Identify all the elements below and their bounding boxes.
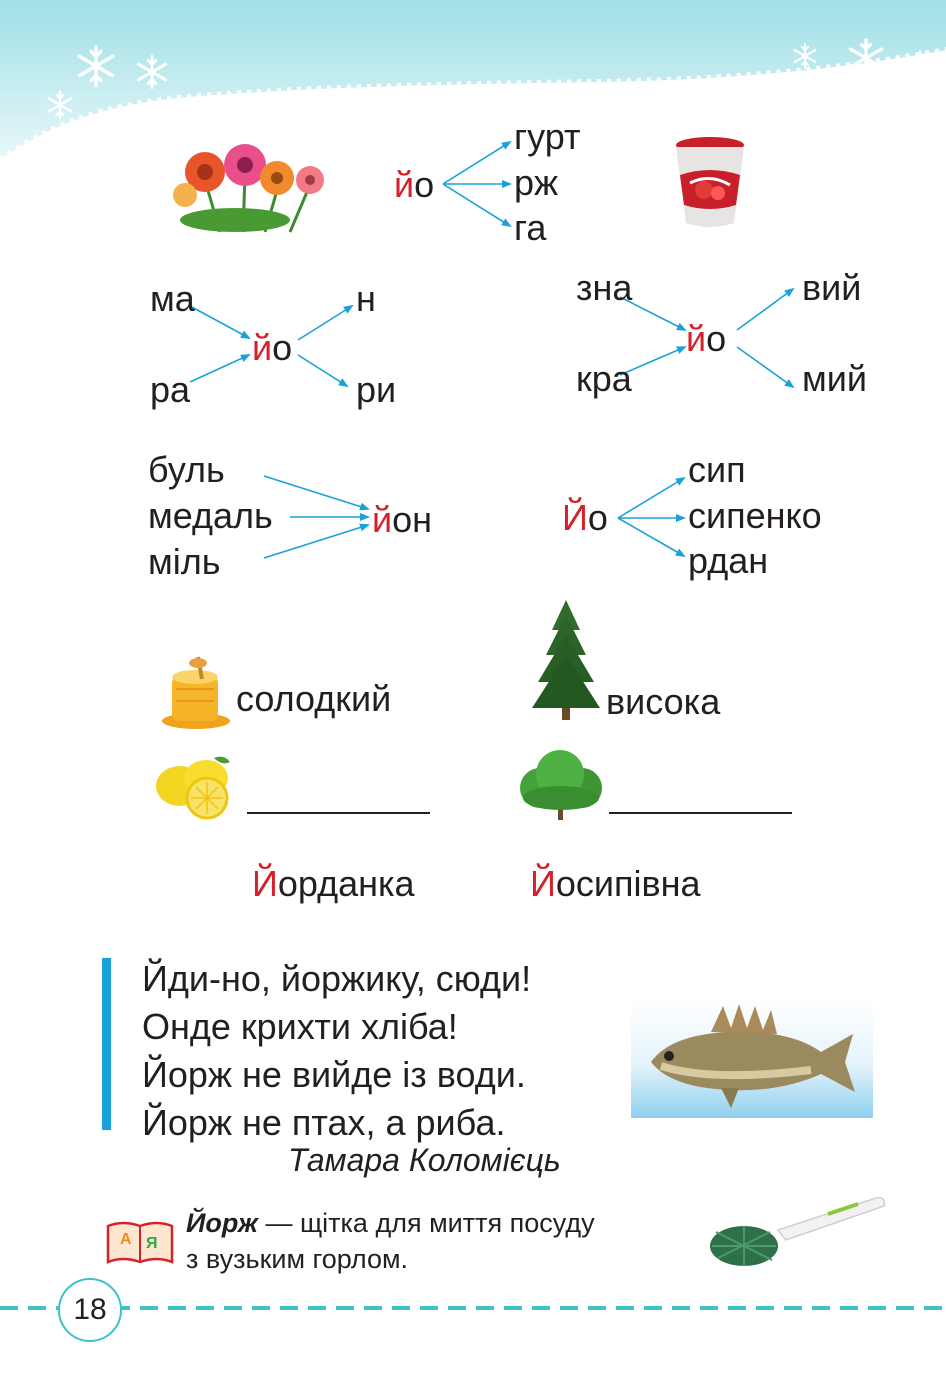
ex3-left-bottom: кра bbox=[576, 358, 632, 399]
poem-line-2: Онде крихти хліба! bbox=[142, 1006, 458, 1047]
ex5-ending-1: сип bbox=[688, 449, 746, 490]
blank-line-2[interactable] bbox=[609, 812, 792, 814]
ex4-suffix-red: й bbox=[372, 499, 393, 540]
dictionary-letter-a: А bbox=[120, 1231, 132, 1248]
ex5-ending-2: сипенко bbox=[688, 495, 822, 536]
fir-tree-icon bbox=[530, 600, 602, 725]
ex3-center-red: й bbox=[686, 318, 707, 359]
dictionary-letter-ya: Я bbox=[146, 1235, 158, 1252]
ex5-ending-3: рдан bbox=[688, 540, 769, 581]
ex4-word-1: буль bbox=[148, 449, 225, 490]
poem-line-4: Йорж не птах, а риба. bbox=[142, 1102, 506, 1143]
ex3-center-rest: о bbox=[706, 318, 727, 359]
ex3-right-top: вий bbox=[802, 267, 862, 308]
ex4-word-3: міль bbox=[148, 541, 221, 582]
name-1-rest: орданка bbox=[277, 863, 415, 904]
ex2-right-bottom: ри bbox=[356, 369, 397, 410]
ex2-left-bottom: ра bbox=[150, 369, 191, 410]
bottle-brush-icon bbox=[708, 1188, 890, 1272]
ex4-word-2: медаль bbox=[148, 495, 273, 536]
ex2-center bbox=[252, 327, 293, 368]
ex1-prefix-rest: о bbox=[414, 164, 435, 205]
yogurt-icon bbox=[670, 135, 750, 230]
ex2-left-top: ма bbox=[150, 278, 195, 319]
dictionary-icon bbox=[106, 1218, 174, 1266]
ex1-ending-3: га bbox=[514, 207, 547, 248]
definition-text-1: — щітка для миття посуду bbox=[257, 1208, 595, 1238]
name-2-red: Й bbox=[530, 863, 556, 904]
name-1-red: Й bbox=[252, 863, 278, 904]
ex5-prefix bbox=[562, 497, 608, 538]
ex1-prefix-red: й bbox=[394, 164, 415, 205]
bush-icon bbox=[518, 748, 604, 822]
ex1-prefix bbox=[394, 164, 435, 205]
definition-term: Йорж bbox=[186, 1208, 258, 1238]
ex2-right-top: н bbox=[356, 278, 376, 319]
bottom-dashed-line bbox=[0, 1306, 946, 1310]
ex5-prefix-red: Й bbox=[562, 497, 588, 538]
honey-icon bbox=[158, 655, 234, 731]
lemon-icon bbox=[152, 752, 234, 822]
ex1-ending-1: гурт bbox=[514, 116, 581, 157]
blank-line-1[interactable] bbox=[247, 812, 430, 814]
flowers-icon bbox=[165, 140, 327, 235]
ex3-center bbox=[686, 318, 727, 359]
ex5-prefix-rest: о bbox=[587, 497, 608, 538]
tree-word: висока bbox=[606, 681, 721, 722]
ex3-right-bottom: мий bbox=[802, 358, 867, 399]
ex2-center-red: й bbox=[252, 327, 273, 368]
ex1-ending-2: рж bbox=[514, 162, 559, 203]
poem-line-1: Йди-но, йоржику, сюди! bbox=[142, 958, 532, 999]
ex2-center-rest: о bbox=[272, 327, 293, 368]
definition-line-2: з вузьким горлом. bbox=[186, 1244, 409, 1274]
ex4-suffix bbox=[372, 499, 433, 540]
poem-line-3: Йорж не вийде із води. bbox=[142, 1054, 526, 1095]
poem-bar bbox=[102, 958, 111, 1130]
definition-line-1 bbox=[186, 1205, 595, 1241]
name-2-rest: осипівна bbox=[555, 863, 701, 904]
poem-author: Тамара Коломієць bbox=[288, 1142, 561, 1178]
poem bbox=[142, 955, 531, 1147]
page-number: 18 bbox=[58, 1278, 122, 1342]
name-2 bbox=[530, 863, 701, 904]
definition bbox=[186, 1205, 595, 1277]
ex3-left-top: зна bbox=[576, 267, 633, 308]
header-wave bbox=[0, 0, 946, 203]
name-1 bbox=[252, 863, 415, 904]
ruff-fish-icon bbox=[631, 1000, 873, 1118]
honey-word: солодкий bbox=[236, 678, 392, 719]
ex4-suffix-rest: он bbox=[392, 499, 433, 540]
